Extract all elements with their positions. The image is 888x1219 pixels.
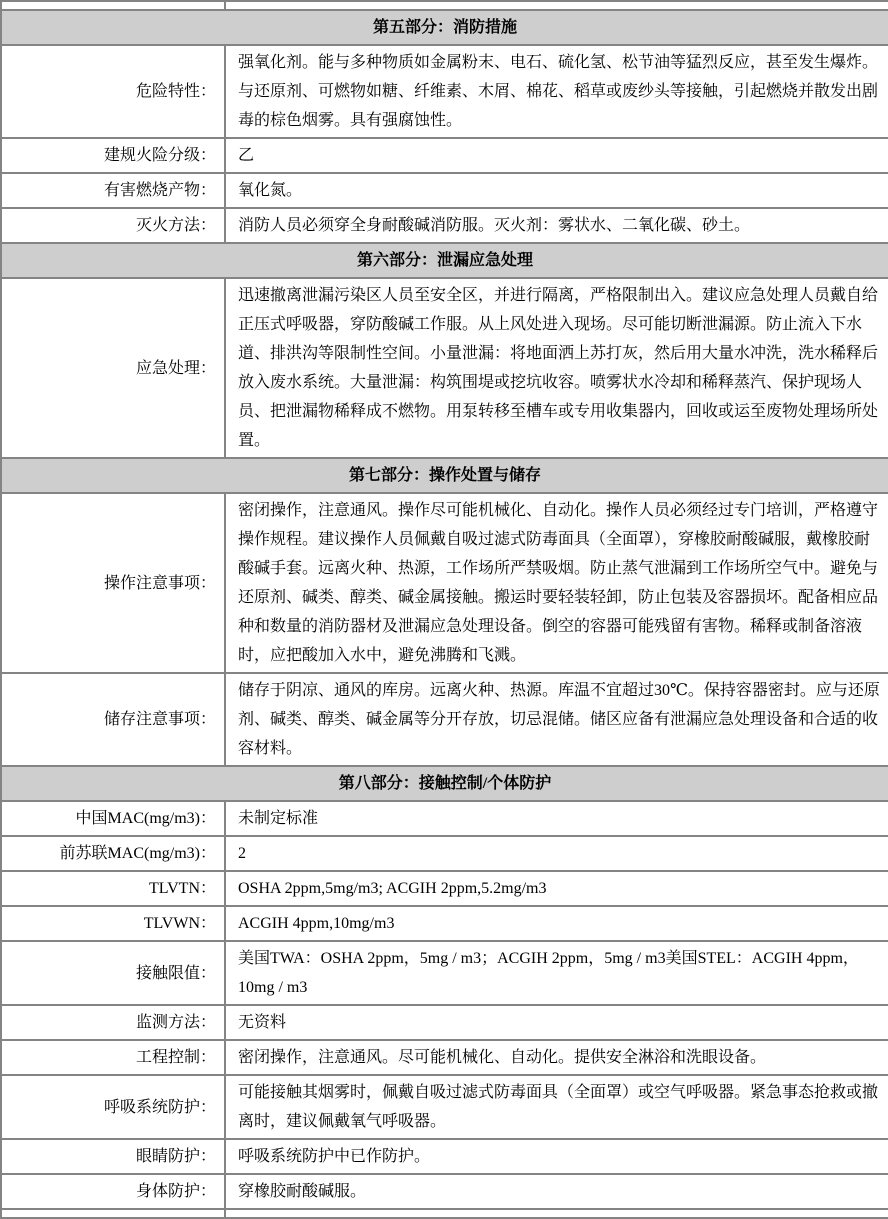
field-label: 工程控制： — [1, 1040, 225, 1075]
section-title: 第六部分：泄漏应急处理 — [1, 243, 888, 278]
field-label: 危险特性： — [1, 45, 225, 138]
section-header-part5 — [1, 10, 888, 45]
field-value: 密闭操作，注意通风。操作尽可能机械化、自动化。操作人员必须经过专门培训，严格遵守操作规程。建议操作人员佩戴自吸过滤式防毒面具（全面罩），穿橡胶耐酸碱服，戴橡胶耐酸碱手套。远离火种、热源，工作场所严禁吸烟。防止蒸气泄漏到工作场所空气中。避免与还原剂、碱类、醇类、碱金属接触。搬运时要轻装轻卸，防止包装及容器损坏。配备相应品种和数量的消防器材及泄漏应急处理设备。倒空的容器可能残留有害物。稀释或制备溶液时，应把酸加入水中，避免沸腾和飞溅。 — [225, 493, 888, 673]
field-value — [225, 1209, 888, 1218]
field-label: 前苏联MAC(mg/m3)： — [1, 836, 225, 871]
field-label: 身体防护： — [1, 1174, 225, 1209]
field-label: TLVTN： — [1, 871, 225, 906]
field-label: 呼吸系统防护： — [1, 1075, 225, 1139]
field-label: 建规火险分级： — [1, 138, 225, 173]
field-label: 监测方法： — [1, 1005, 225, 1040]
section-header-part8 — [1, 766, 888, 801]
field-value: 呼吸系统防护中已作防护。 — [225, 1139, 888, 1174]
field-label: 储存注意事项： — [1, 673, 225, 766]
field-value: 氧化氮。 — [225, 173, 888, 208]
field-value: 穿橡胶耐酸碱服。 — [225, 1174, 888, 1209]
field-value: 密闭操作，注意通风。尽可能机械化、自动化。提供安全淋浴和洗眼设备。 — [225, 1040, 888, 1075]
field-label — [1, 1209, 225, 1218]
field-label: 中国MAC(mg/m3)： — [1, 801, 225, 836]
table-row-eye-protection — [1, 1139, 888, 1174]
section-title: 第八部分：接触控制/个体防护 — [1, 766, 888, 801]
table-row-fire-risk-class — [1, 138, 888, 173]
field-value: 无资料 — [225, 1005, 888, 1040]
section-title: 第五部分：消防措施 — [1, 10, 888, 45]
table-row-handling-precautions — [1, 493, 888, 673]
field-value: 未制定标准 — [225, 801, 888, 836]
field-value: 迅速撤离泄漏污染区人员至安全区，并进行隔离，严格限制出入。建议应急处理人员戴自给正压式呼吸器，穿防酸碱工作服。从上风处进入现场。尽可能切断泄漏源。防止流入下水道、排洪沟等限制性空间。小量泄漏：将地面洒上苏打灰，然后用大量水冲洗，洗水稀释后放入废水系统。大量泄漏：构筑围堤或挖坑收容。喷雾状水冷却和稀释蒸汽、保护现场人员、把泄漏物稀释成不燃物。用泵转移至槽车或专用收集器内，回收或运至废物处理场所处置。 — [225, 278, 888, 458]
table-row-monitoring-method — [1, 1005, 888, 1040]
field-label: 眼睛防护： — [1, 1139, 225, 1174]
field-label: 接触限值： — [1, 941, 225, 1005]
field-label — [1, 1, 225, 10]
field-label: 有害燃烧产物： — [1, 173, 225, 208]
section-title: 第七部分：操作处置与储存 — [1, 458, 888, 493]
field-value: 乙 — [225, 138, 888, 173]
field-value: ACGIH 4ppm,10mg/m3 — [225, 906, 888, 941]
table-row-hazard-characteristics — [1, 45, 888, 138]
field-label: TLVWN： — [1, 906, 225, 941]
table-row-tlvwn — [1, 906, 888, 941]
field-value: OSHA 2ppm,5mg/m3; ACGIH 2ppm,5.2mg/m3 — [225, 871, 888, 906]
field-value: 强氧化剂。能与多种物质如金属粉末、电石、硫化氢、松节油等猛烈反应，甚至发生爆炸。与还原剂、可燃物如糖、纤维素、木屑、棉花、稻草或废纱头等接触，引起燃烧并散发出剧毒的棕色烟雾。具有强腐蚀性。 — [225, 45, 888, 138]
table-row-tlvtn — [1, 871, 888, 906]
section-header-part7 — [1, 458, 888, 493]
table-row-exposure-limit — [1, 941, 888, 1005]
section-header-part6 — [1, 243, 888, 278]
field-value: 储存于阴凉、通风的库房。远离火种、热源。库温不宜超过30℃。保持容器密封。应与还原剂、碱类、醇类、碱金属等分开存放，切忌混储。储区应备有泄漏应急处理设备和合适的收容材料。 — [225, 673, 888, 766]
table-row-respiratory-protection — [1, 1075, 888, 1139]
field-value: 可能接触其烟雾时，佩戴自吸过滤式防毒面具（全面罩）或空气呼吸器。紧急事态抢救或撤离时，建议佩戴氧气呼吸器。 — [225, 1075, 888, 1139]
table-row-engineering-control — [1, 1040, 888, 1075]
table-row-extinguishing-methods — [1, 208, 888, 243]
field-value — [225, 1, 888, 10]
table-row-harmful-combustion-products — [1, 173, 888, 208]
table-row-emergency-treatment — [1, 278, 888, 458]
table-row-ussr-mac — [1, 836, 888, 871]
field-value: 消防人员必须穿全身耐酸碱消防服。灭火剂：雾状水、二氧化碳、砂土。 — [225, 208, 888, 243]
field-label: 应急处理： — [1, 278, 225, 458]
table-row-partial-top — [1, 1, 888, 10]
table-row-partial-bottom — [1, 1209, 888, 1218]
field-value: 2 — [225, 836, 888, 871]
table-row-china-mac — [1, 801, 888, 836]
field-value: 美国TWA：OSHA 2ppm，5mg / m3；ACGIH 2ppm，5mg / m3美国STEL：ACGIH 4ppm，10mg / m3 — [225, 941, 888, 1005]
table-row-body-protection — [1, 1174, 888, 1209]
field-label: 灭火方法： — [1, 208, 225, 243]
table-row-storage-precautions — [1, 673, 888, 766]
field-label: 操作注意事项： — [1, 493, 225, 673]
